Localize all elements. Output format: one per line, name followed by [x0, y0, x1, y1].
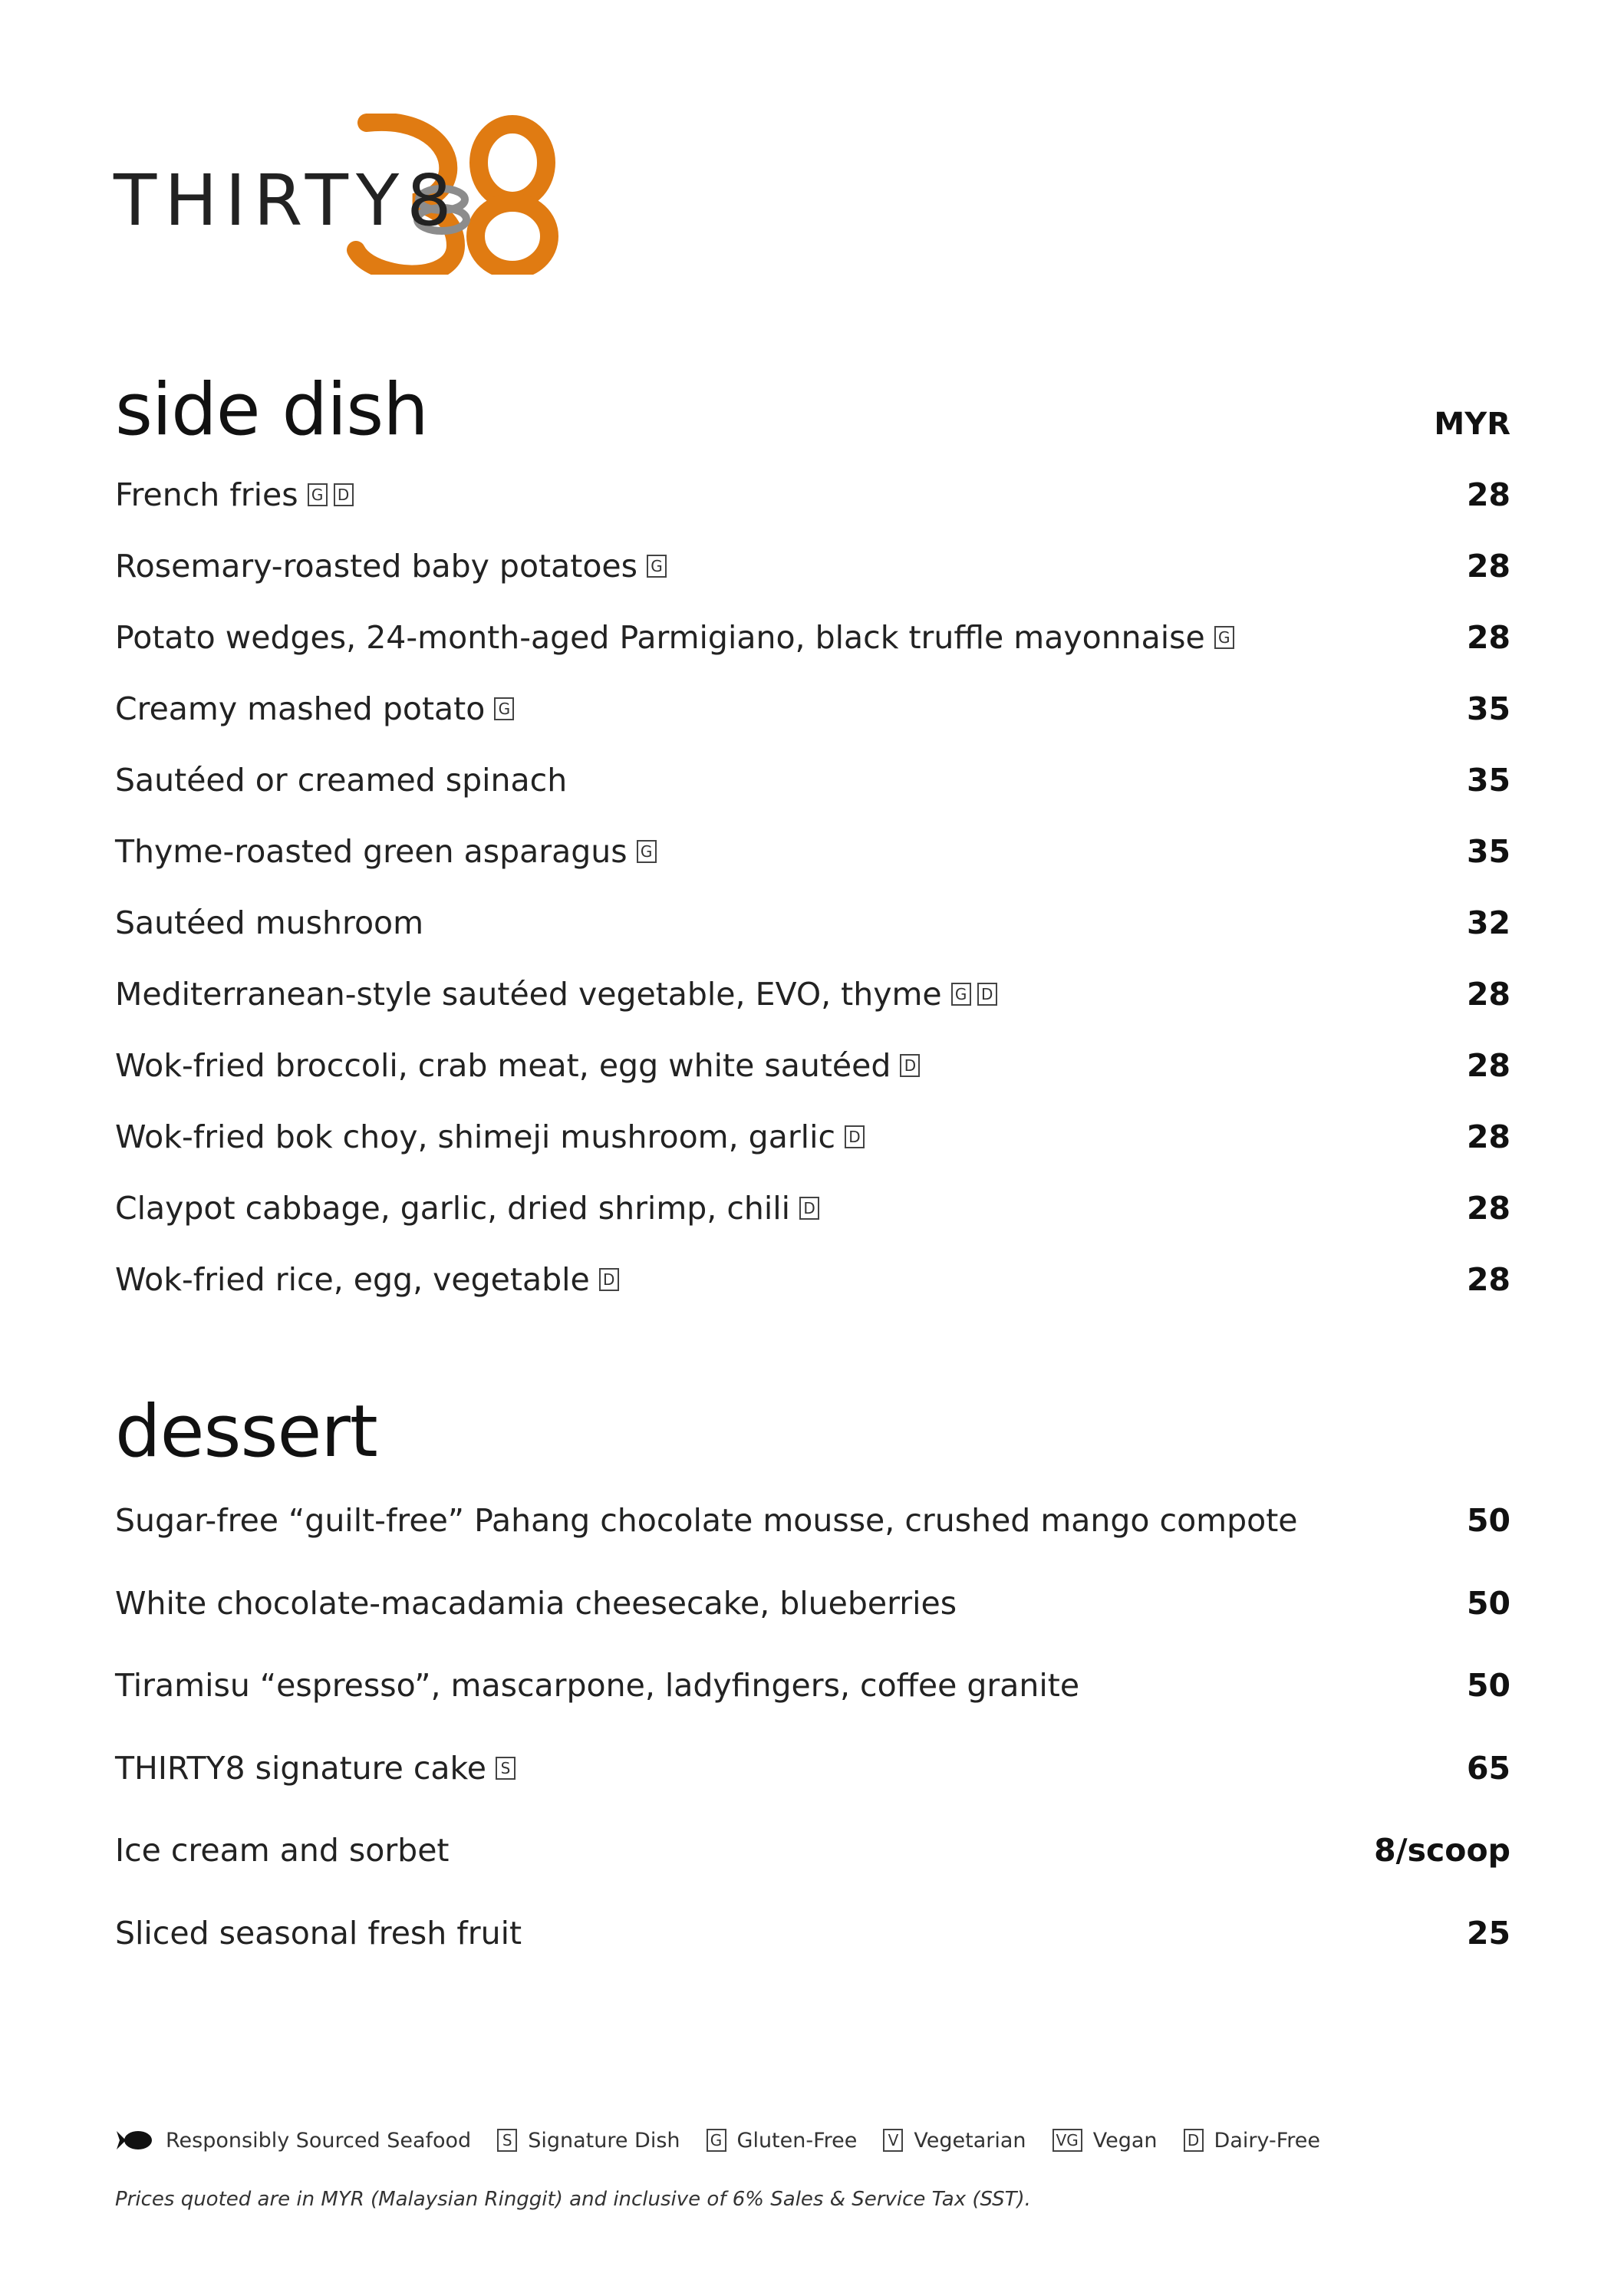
menu-item-price: 50 — [1466, 1502, 1510, 1539]
menu-item-name — [115, 904, 423, 941]
menu-item — [115, 1580, 1510, 1626]
menu-item-price: 50 — [1466, 1584, 1510, 1622]
menu-item-price: 28 — [1466, 1118, 1510, 1155]
diet-tags — [845, 1125, 865, 1148]
menu-item — [115, 1497, 1510, 1543]
menu-item-name-text: Ice cream and sorbet — [115, 1832, 450, 1869]
menu-item-name-text: Potato wedges, 24-month-aged Parmigiano, black truffle mayonnaise — [115, 619, 1205, 656]
menu-item-price: 28 — [1466, 1190, 1510, 1227]
legend-symbol: S — [497, 2129, 517, 2152]
diet-tag-g: G — [308, 483, 328, 506]
diet-tag-d: D — [334, 483, 354, 506]
legend-label: Gluten-Free — [736, 2128, 858, 2153]
thirty8-logo — [114, 114, 558, 275]
menu-item-name — [115, 1502, 1298, 1539]
diet-tags — [637, 840, 657, 863]
diet-tag-g: G — [494, 697, 514, 720]
menu-item-name — [115, 1585, 957, 1622]
menu-item-name — [115, 762, 567, 799]
menu-item-price: 25 — [1466, 1914, 1510, 1952]
diet-tags — [494, 697, 514, 720]
legend-entry — [1052, 2129, 1158, 2153]
menu-item — [115, 543, 1510, 589]
legend-entry — [707, 2129, 858, 2153]
menu-item — [115, 686, 1510, 732]
diet-tags — [799, 1197, 819, 1220]
menu-item-name-text: Sugar-free “guilt-free” Pahang chocolate mousse, crushed mango compote — [115, 1502, 1298, 1539]
menu-item — [115, 1662, 1510, 1708]
menu-item-price: 50 — [1466, 1667, 1510, 1704]
legend-symbol: V — [883, 2129, 903, 2152]
menu-item-name-text: White chocolate-macadamia cheesecake, blueberries — [115, 1584, 957, 1622]
legend-symbol: G — [707, 2129, 726, 2152]
menu-item — [115, 1185, 1510, 1231]
diet-tags — [1214, 626, 1234, 649]
logo-wordmark: THIRTY8 — [114, 160, 460, 242]
menu-item-name — [115, 476, 354, 513]
menu-item-name — [115, 690, 514, 727]
legend-symbol: VG — [1052, 2129, 1082, 2152]
diet-tag-d: D — [977, 983, 997, 1006]
menu-item-name-text: Creamy mashed potato — [115, 690, 486, 727]
legend-entry — [497, 2129, 680, 2153]
menu-item-name — [115, 1261, 619, 1298]
menu-item-name — [115, 1118, 865, 1155]
dietary-legend — [115, 2123, 1346, 2157]
menu-item-name-text: Wok-fried bok choy, shimeji mushroom, garlic — [115, 1118, 835, 1155]
menu-item-price: 28 — [1466, 476, 1510, 513]
menu-item-name-text: Thyme-roasted green asparagus — [115, 833, 628, 870]
diet-tag-d: D — [799, 1197, 819, 1220]
menu-item-name-text: Sautéed mushroom — [115, 904, 424, 941]
menu-item-price: 35 — [1466, 762, 1510, 799]
menu-item — [115, 1827, 1510, 1873]
section-title-dessert: dessert — [115, 1390, 377, 1474]
menu-item — [115, 757, 1510, 803]
menu-item-name — [115, 1832, 450, 1869]
fish-icon — [115, 2128, 153, 2153]
menu-item-name — [115, 619, 1234, 656]
menu-item-price: 65 — [1466, 1749, 1510, 1787]
diet-tag-d: D — [599, 1268, 619, 1291]
diet-tags — [308, 483, 354, 506]
legend-entry — [883, 2129, 1026, 2153]
diet-tag-s: S — [496, 1757, 516, 1780]
diet-tag-d: D — [900, 1054, 920, 1077]
diet-tags — [647, 555, 667, 578]
menu-item-price: 28 — [1466, 976, 1510, 1013]
diet-tag-g: G — [951, 983, 971, 1006]
menu-item-name-text: THIRTY8 signature cake — [115, 1749, 487, 1787]
legend-entry — [1184, 2129, 1320, 2153]
menu-item-name-text: French fries — [115, 476, 298, 513]
menu-item-price: 28 — [1466, 548, 1510, 585]
price-footnote: Prices quoted are in MYR (Malaysian Ringgit) and inclusive of 6% Sales & Service Tax (SST). — [115, 2188, 1031, 2211]
diet-tags — [496, 1757, 516, 1780]
menu-item-name — [115, 548, 667, 585]
menu-item-name — [115, 833, 657, 870]
menu-item-name — [115, 1667, 1079, 1704]
menu-item-price: 28 — [1466, 1047, 1510, 1084]
legend-label: Signature Dish — [528, 2128, 680, 2153]
diet-tag-g: G — [1214, 626, 1234, 649]
menu-item-price: 28 — [1466, 1261, 1510, 1298]
menu-item-name-text: Wok-fried rice, egg, vegetable — [115, 1261, 590, 1298]
menu-item — [115, 472, 1510, 518]
legend-label: Vegan — [1092, 2128, 1158, 2153]
menu-item — [115, 828, 1510, 875]
diet-tag-d: D — [845, 1125, 865, 1148]
menu-item-name — [115, 976, 997, 1013]
legend-symbol: D — [1184, 2129, 1204, 2152]
menu-item-price: 35 — [1466, 833, 1510, 870]
menu-item-name — [115, 1190, 819, 1227]
legend-entry — [115, 2128, 471, 2153]
menu-item-name — [115, 1750, 516, 1787]
menu-item-name-text: Wok-fried broccoli, crab meat, egg white sautéed — [115, 1047, 891, 1084]
menu-item-name-text: Rosemary-roasted baby potatoes — [115, 548, 637, 585]
menu-item — [115, 1745, 1510, 1791]
currency-label: MYR — [1434, 407, 1510, 442]
menu-item — [115, 971, 1510, 1017]
diet-tags — [900, 1054, 920, 1077]
menu-item-name — [115, 1047, 920, 1084]
legend-label: Dairy-Free — [1214, 2128, 1321, 2153]
diet-tags — [951, 983, 997, 1006]
menu-item-price: 28 — [1466, 619, 1510, 656]
menu-item-name-text: Claypot cabbage, garlic, dried shrimp, chili — [115, 1190, 791, 1227]
menu-item — [115, 900, 1510, 946]
diet-tag-g: G — [647, 555, 667, 578]
menu-item-name-text: Sautéed or creamed spinach — [115, 762, 568, 799]
menu-item-price: 32 — [1466, 904, 1510, 941]
section-title-side-dish: side dish — [115, 368, 428, 452]
diet-tags — [599, 1268, 619, 1291]
legend-label: Vegetarian — [914, 2128, 1026, 2153]
menu-item-name-text: Mediterranean-style sautéed vegetable, EVO, thyme — [115, 976, 942, 1013]
menu-item — [115, 1114, 1510, 1160]
menu-item-price: 35 — [1466, 690, 1510, 727]
legend-label: Responsibly Sourced Seafood — [166, 2128, 472, 2153]
menu-item — [115, 1043, 1510, 1089]
menu-item-price: 8/scoop — [1374, 1832, 1510, 1869]
menu-item-name — [115, 1915, 522, 1952]
diet-tag-g: G — [637, 840, 657, 863]
menu-item — [115, 1257, 1510, 1303]
menu-item-name-text: Sliced seasonal fresh fruit — [115, 1914, 522, 1952]
menu-item — [115, 614, 1510, 660]
menu-item — [115, 1910, 1510, 1956]
menu-item-name-text: Tiramisu “espresso”, mascarpone, ladyfingers, coffee granite — [115, 1667, 1080, 1704]
